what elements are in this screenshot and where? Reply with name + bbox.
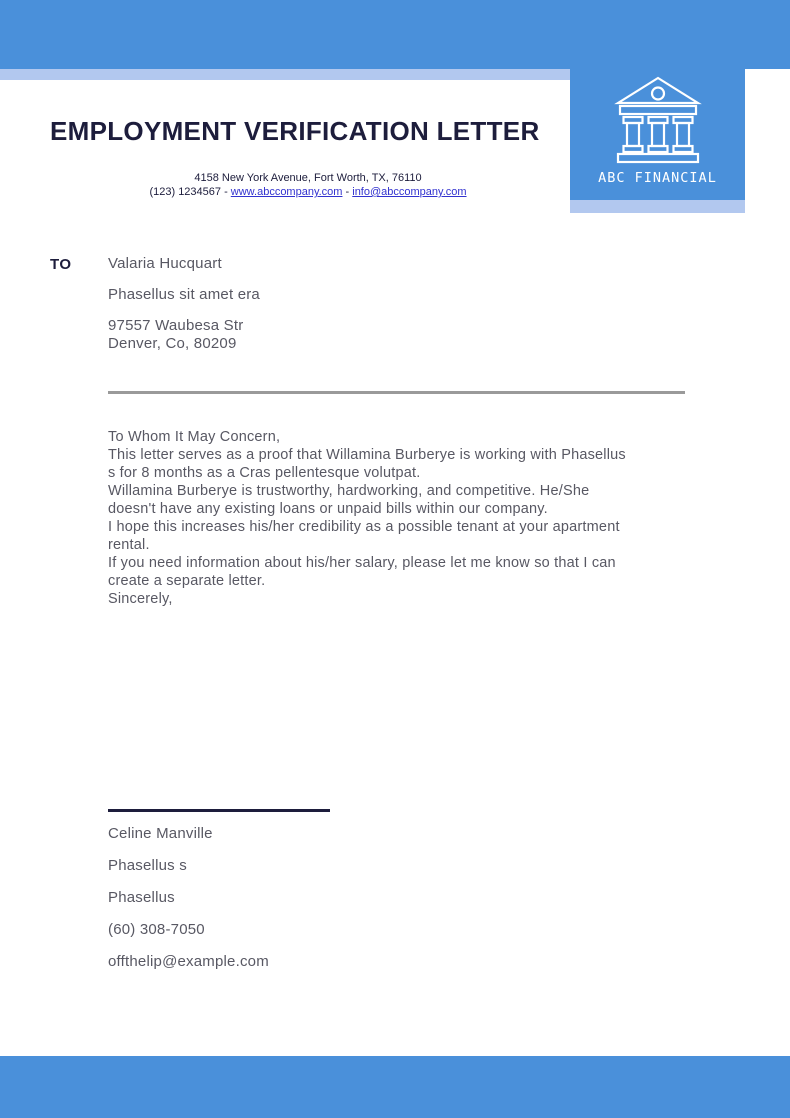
body-line: rental.: [108, 537, 150, 553]
company-logo: [570, 0, 745, 200]
company-email-link[interactable]: info@abccompany.com: [352, 186, 467, 198]
signer-name: Celine Manville: [108, 825, 213, 842]
recipient-block: [108, 255, 260, 353]
body-line: Willamina Burberye is trustworthy, hardworking, and competitive. He/She: [108, 483, 590, 499]
recipient-address-line2: Denver, Co, 80209: [108, 335, 237, 352]
footer-blue-bar: [0, 1056, 790, 1118]
body-line: Sincerely,: [108, 591, 173, 607]
signer-phone: (60) 308-7050: [108, 921, 205, 938]
section-divider: [108, 391, 685, 394]
body-line: create a separate letter.: [108, 573, 266, 589]
header-light-strip: [0, 69, 570, 80]
company-address: 4158 New York Avenue, Fort Worth, TX, 76110: [194, 172, 422, 184]
logo-company-name: ABC FINANCIAL: [598, 170, 717, 186]
page-title: EMPLOYMENT VERIFICATION LETTER: [50, 116, 540, 146]
company-phone: (123) 1234567: [149, 186, 222, 198]
bank-building-icon: [606, 76, 710, 164]
recipient-name: Valaria Hucquart: [108, 255, 222, 272]
body-line: I hope this increases his/her credibility as a possible tenant at your apartment: [108, 519, 620, 535]
body-line: To Whom It May Concern,: [108, 429, 281, 445]
body-line: If you need information about his/her salary, please let me know so that I can: [108, 555, 616, 571]
logo-light-strip: [570, 200, 745, 213]
to-label: TO: [50, 256, 72, 273]
signer-organization: Phasellus: [108, 889, 175, 906]
body-line: doesn't have any existing loans or unpaid bills within our company.: [108, 501, 548, 517]
body-line: This letter serves as a proof that Willamina Burberye is working with Phasellus: [108, 447, 626, 463]
recipient-company: Phasellus sit amet era: [108, 286, 260, 303]
contact-separator-1: -: [221, 186, 231, 198]
signer-email: offthelip@example.com: [108, 953, 269, 970]
company-contact-line: [50, 185, 566, 199]
signature-block: [108, 825, 269, 985]
signature-rule: [108, 809, 330, 812]
signer-company: Phasellus s: [108, 857, 187, 874]
body-line: s for 8 months as a Cras pellentesque volutpat.: [108, 465, 421, 481]
letter-body: [108, 428, 708, 608]
recipient-address-line1: 97557 Waubesa Str: [108, 317, 244, 334]
company-contact-block: [50, 171, 566, 199]
contact-separator-2: -: [342, 186, 353, 198]
company-website-link[interactable]: www.abccompany.com: [230, 186, 343, 198]
